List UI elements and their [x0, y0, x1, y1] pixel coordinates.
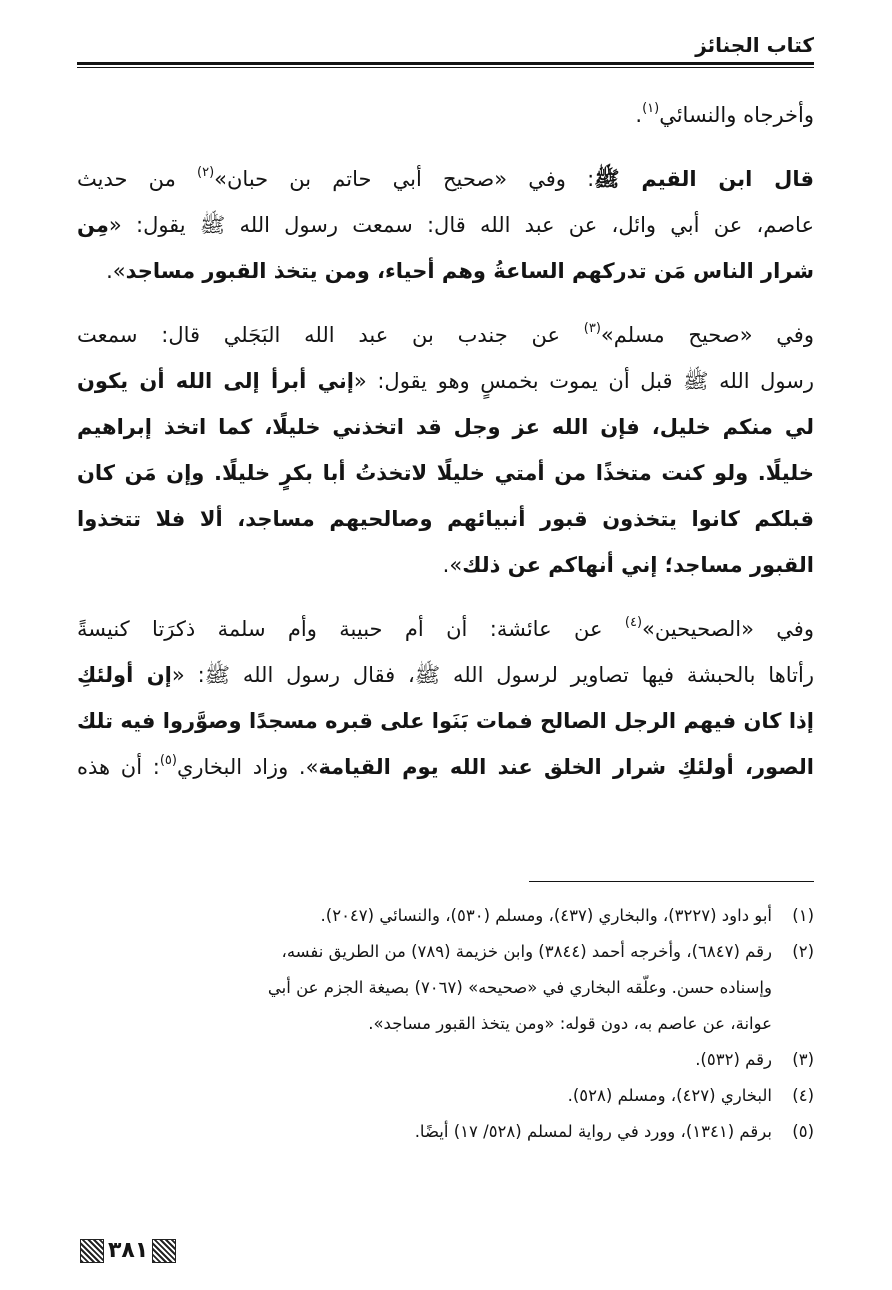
header-rule-thick [77, 62, 814, 65]
text-line [77, 92, 814, 138]
bold-quote: إن أولئكِ [77, 663, 172, 687]
footnote-number: (٤) [792, 1086, 814, 1105]
text-line [77, 542, 814, 588]
text-line [77, 358, 814, 404]
footnotes [77, 898, 814, 1150]
page-number-block [80, 1236, 176, 1266]
bold-quote: قال ابن القيم ﷺ [594, 167, 814, 191]
bold-quote: إذا كان فيهم الرجل الصالح فمات بَنَوا على قبره مسجدًا وصوَّروا فيه تلك [77, 709, 814, 733]
paragraph-gap [77, 294, 814, 312]
bold-quote: شرار الناس مَن تدركهم الساعةُ وهم أحياء، ومن يتخذ القبور مساجد [125, 259, 814, 283]
footnote-separator [529, 881, 814, 882]
text-line [77, 450, 814, 496]
footnote-line [77, 934, 814, 970]
text-line [77, 404, 814, 450]
running-header [77, 30, 814, 68]
bold-quote: القبور مساجد؛ إني أنهاكم عن ذلك [462, 553, 814, 577]
paragraph [77, 92, 814, 138]
main-text [77, 88, 814, 790]
footnote-text: رقم (٦٨٤٧)، وأخرجه أحمد (٣٨٤٤) وابن خزيمة (٧٨٩) من الطريق نفسه، [281, 942, 772, 961]
footnote-line [77, 898, 814, 934]
footnote-text: برقم (١٣٤١)، وورد في رواية لمسلم (٥٢٨/ ١٧) أيضًا. [414, 1122, 772, 1141]
text-line [77, 156, 814, 202]
text-line [77, 698, 814, 744]
footnote-line [77, 1078, 814, 1114]
footnote-number: (١) [792, 906, 814, 925]
header-rule-thin [77, 67, 814, 68]
text-run: : أن هذه [77, 755, 160, 779]
footnote-ref: (٥) [159, 753, 177, 768]
bold-quote: الصور، أولئكِ شرار الخلق عند الله يوم القيامة [318, 755, 814, 779]
text-run: ». [442, 553, 463, 577]
text-run: وأخرجاه والنسائي [659, 103, 814, 127]
footnote-line [77, 1114, 814, 1150]
text-run: وفي «الصحيحين» [642, 617, 814, 641]
paragraph [77, 606, 814, 790]
text-run: وفي «صحيح مسلم» [600, 323, 814, 347]
footnote-line [77, 970, 814, 1006]
ornament-right-icon [152, 1239, 176, 1263]
text-run: : وفي «صحيح أبي حاتم بن حبان» [214, 167, 595, 191]
footnote-number: (٣) [792, 1050, 814, 1069]
text-run: من حديث [77, 167, 198, 191]
text-run: . [635, 103, 643, 127]
footnote-number: (٢) [792, 942, 814, 961]
bold-quote: لي منكم خليل، فإن الله عز وجل قد اتخذني خليلًا، كما اتخذ إبراهيم [77, 415, 814, 439]
chapter-title: كتاب الجنائز [695, 33, 814, 57]
text-run: عن جندب بن عبد الله البَجَلي قال: سمعت [77, 323, 584, 347]
text-run: ». وزاد البخاري [176, 755, 319, 779]
page-number: ٣٨١ [108, 1238, 149, 1263]
footnote-ref: (١) [642, 101, 660, 116]
bold-quote: قبلكم كانوا يتخذون قبور أنبيائهم وصالحيهم مساجد، ألا فلا تتخذوا [77, 507, 814, 531]
text-run: عن عائشة: أن أم حبيبة وأم سلمة ذكرَتا كنيسةً [77, 617, 625, 641]
text-line [77, 202, 814, 248]
footnote-text: وإسناده حسن. وعلّقه البخاري في «صحيحه» (٧٠٦٧) بصيغة الجزم عن أبي [267, 978, 772, 997]
footnote-text: رقم (٥٣٢). [695, 1050, 772, 1069]
footnote-ref: (٢) [197, 165, 215, 180]
text-line [77, 248, 814, 294]
footnote-number: (٥) [792, 1122, 814, 1141]
footnote-text: أبو داود (٣٢٢٧)، والبخاري (٤٣٧)، ومسلم (٥٣٠)، والنسائي (٢٠٤٧). [320, 906, 772, 925]
footnote-text: البخاري (٤٢٧)، ومسلم (٥٢٨). [567, 1086, 772, 1105]
text-run: رأتاها بالحبشة فيها تصاوير لرسول الله ﷺ، فقال رسول الله ﷺ: « [171, 663, 814, 687]
bold-quote: خليلًا. ولو كنت متخذًا من أمتي خليلًا لاتخذتُ أبا بكرٍ خليلًا. وإن مَن كان [77, 461, 814, 485]
footnote-line [77, 1006, 814, 1042]
ornament-left-icon [80, 1239, 104, 1263]
text-run: عاصم، عن أبي وائل، عن عبد الله قال: سمعت رسول الله ﷺ يقول: « [108, 213, 814, 237]
paragraph [77, 312, 814, 588]
text-line [77, 312, 814, 358]
text-line [77, 496, 814, 542]
footnote-line [77, 1042, 814, 1078]
paragraph-gap [77, 138, 814, 156]
text-run: ». [106, 259, 126, 283]
footnote-text: عوانة، عن عاصم به، دون قوله: «ومن يتخذ القبور مساجد». [368, 1014, 772, 1033]
footnote-ref: (٤) [624, 615, 643, 630]
footnote-ref: (٣) [583, 321, 601, 336]
text-line [77, 744, 814, 790]
text-line [77, 652, 814, 698]
text-line [77, 606, 814, 652]
paragraph-gap [77, 588, 814, 606]
text-run: رسول الله ﷺ قبل أن يموت بخمسٍ وهو يقول: « [353, 369, 814, 393]
bold-quote: مِن [77, 213, 109, 237]
paragraph [77, 156, 814, 294]
bold-quote: إني أبرأ إلى الله أن يكون [77, 369, 354, 393]
